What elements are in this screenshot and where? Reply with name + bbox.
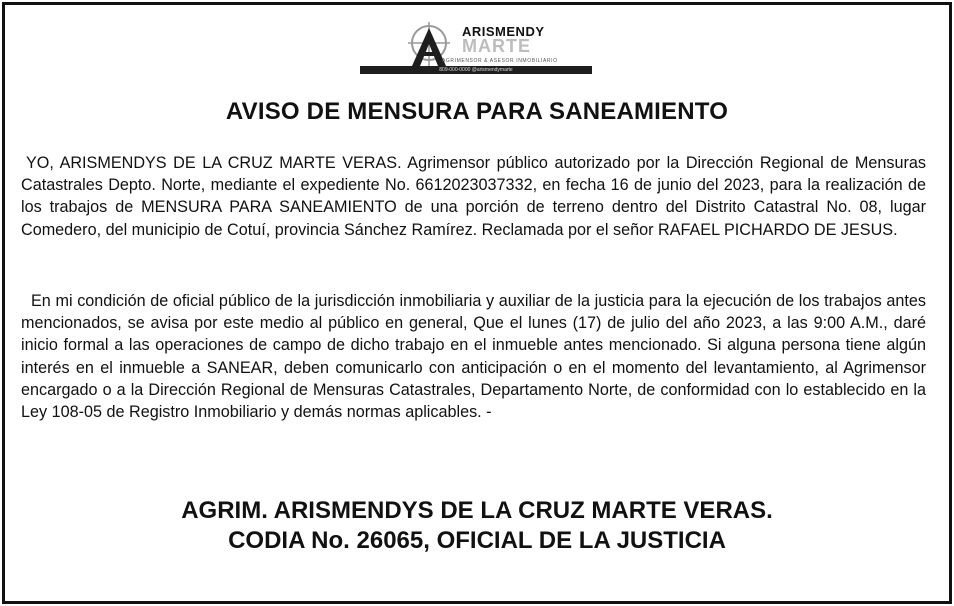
logo-subname: MARTE xyxy=(462,36,531,56)
company-logo xyxy=(358,18,594,78)
signature-name: AGRIM. ARISMENDYS DE LA CRUZ MARTE VERAS. xyxy=(181,497,773,524)
logo-contact-bar: 809-000-0000 @arismendymarte xyxy=(360,66,592,74)
paragraph-announcement: En mi condición de oficial público de la jurisdicción inmobiliaria y auxiliar de la justicia para la ejecución de los trabajos antes mencionados, se avisa por este medio al público en general, Que el lunes (17) de julio del año 2023, a las 9:00 A.M., daré inicio formal a las operaciones de campo de dicho trabajo en el inmueble antes mencionado. Si alguna persona tiene algún interés en el inmueble a SANEAR, deben comunicarlo con anticipación o en el momento del levantamiento, al Agrimensor encargado o a la Dirección Regional de Mensuras Catastrales, Departamento Norte, de conformidad con lo establecido en la Ley 108-05 de Registro Inmobiliario y demás normas aplicables. - xyxy=(21,292,926,422)
notice-title: AVISO DE MENSURA PARA SANEAMIENTO xyxy=(225,98,729,125)
logo-tagline: AGRIMENSOR & ASESOR INMOBILIARIO xyxy=(442,58,558,64)
logo-name: ARISMENDY xyxy=(462,24,545,39)
paragraph-intro: YO, ARISMENDYS DE LA CRUZ MARTE VERAS. Agrimensor público autorizado por la Dirección Regional de Mensuras Catastrales Depto. Norte, mediante el expediente No. 6612023037332, en fecha 16 de junio del 2023, para la realización de los trabajos de MENSURA PARA SANEAMIENTO de una porción de terreno dentro del Distrito Catastral No. 08, lugar Comedero, del municipio de Cotuí, provincia Sánchez Ramírez. Reclamada por el señor RAFAEL PICHARDO DE JESUS. xyxy=(21,154,926,239)
signature-credential: CODIA No. 26065, OFICIAL DE LA JUSTICIA xyxy=(228,527,726,554)
